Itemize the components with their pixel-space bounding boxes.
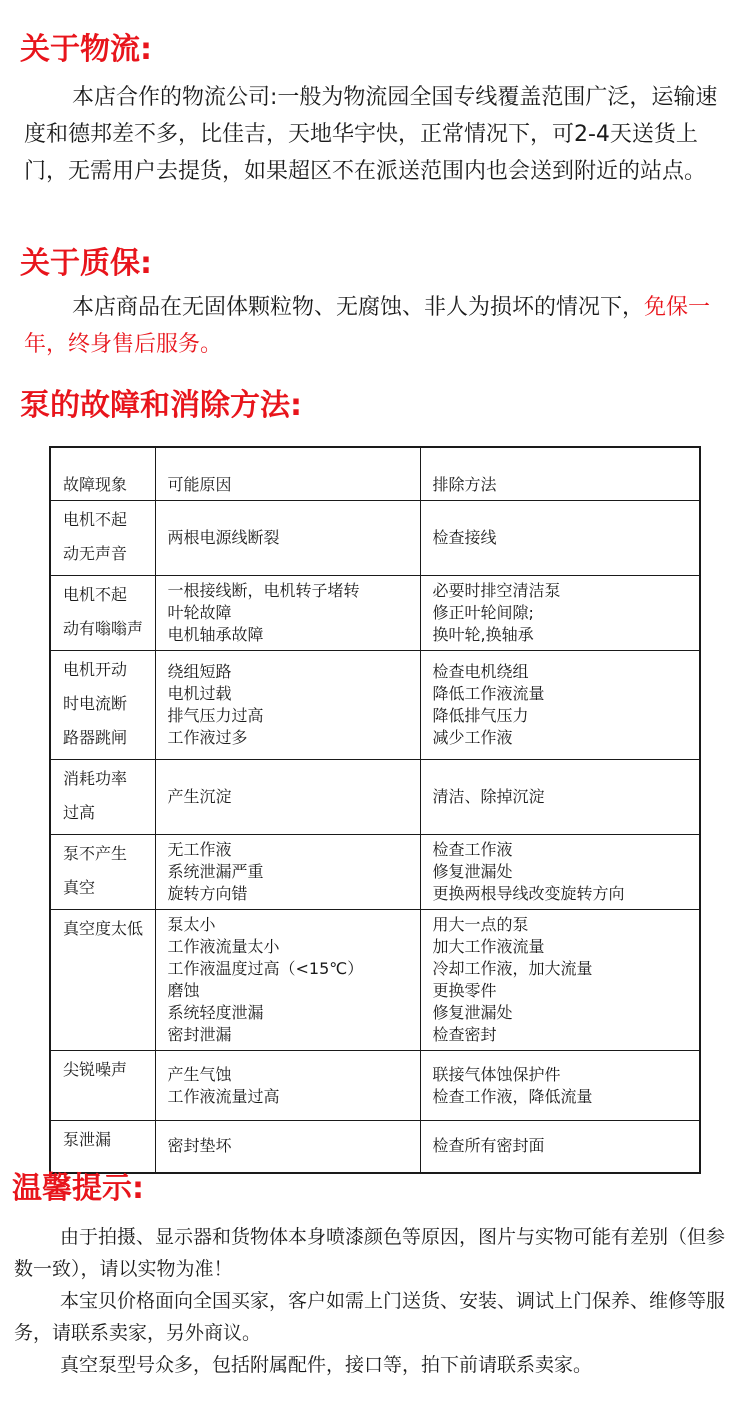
warranty-text: 本店商品在无固体颗粒物、无腐蚀、非人为损坏的情况下， bbox=[72, 295, 645, 320]
symptom-cell bbox=[50, 1121, 155, 1173]
remedy-line: 检查所有密封面 bbox=[432, 1136, 545, 1156]
remedy-cell bbox=[420, 651, 700, 760]
remedy-cell bbox=[420, 760, 700, 835]
cause-cell bbox=[155, 1051, 420, 1121]
symptom-line: 真空度太低 bbox=[63, 919, 144, 938]
cause-line: 电机轴承故障 bbox=[167, 625, 264, 644]
remedy-line: 检查工作液，降低流量 bbox=[432, 1086, 593, 1106]
cause-line: 密封泄漏 bbox=[167, 1025, 232, 1044]
remedy-line: 冷却工作液，加大流量 bbox=[432, 959, 593, 978]
symptom-line: 时电流断 bbox=[63, 694, 128, 713]
symptom-cell bbox=[50, 651, 155, 760]
cause-line: 绕组短路 bbox=[167, 662, 232, 681]
symptom-line: 尖锐噪声 bbox=[63, 1060, 128, 1079]
cause-cell bbox=[155, 576, 420, 651]
symptom-cell bbox=[50, 501, 155, 576]
remedy-line: 更换零件 bbox=[432, 981, 497, 1000]
remedy-line: 减少工作液 bbox=[432, 728, 513, 747]
cause-line: 系统泄漏严重 bbox=[167, 862, 264, 881]
remedy-line: 检查接线 bbox=[432, 528, 497, 547]
cause-cell bbox=[155, 501, 420, 576]
cause-line: 一根接线断，电机转子堵转 bbox=[167, 581, 360, 600]
cause-line: 旋转方向错 bbox=[167, 884, 248, 903]
symptom-line: 电机开动 bbox=[63, 660, 128, 679]
cause-line: 两根电源线断裂 bbox=[167, 528, 280, 547]
remedy-cell bbox=[420, 835, 700, 910]
symptom-line: 动有嗡嗡声 bbox=[63, 619, 144, 638]
tips-heading: 温馨提示: bbox=[12, 1171, 144, 1206]
symptom-line: 过高 bbox=[63, 803, 96, 822]
symptom-line: 电机不起 bbox=[63, 585, 128, 604]
remedy-line: 修正叶轮间隙; bbox=[432, 603, 534, 622]
tips-text: 由于拍摄、显示器和货物体本身喷漆颜色等原因，图片与实物可能有差别（但参数一致），请以实物为准！ bbox=[14, 1226, 726, 1280]
cause-line: 工作液流量太小 bbox=[167, 937, 280, 956]
table-row bbox=[50, 651, 700, 760]
cause-line: 工作液过多 bbox=[167, 728, 248, 747]
remedy-cell bbox=[420, 1121, 700, 1173]
table-row bbox=[50, 910, 700, 1051]
symptom-cell bbox=[50, 760, 155, 835]
remedy-line: 用大一点的泵 bbox=[432, 915, 529, 934]
table-row bbox=[50, 1051, 700, 1121]
tips-text: 真空泵型号众多，包括附属配件，接口等，拍下前请联系卖家。 bbox=[60, 1354, 593, 1376]
table-row bbox=[50, 501, 700, 576]
remedy-cell bbox=[420, 576, 700, 651]
tips-paragraph bbox=[14, 1349, 730, 1381]
fault-table bbox=[49, 446, 701, 1174]
remedy-line: 联接气体蚀保护件 bbox=[432, 1064, 561, 1084]
remedy-cell bbox=[420, 1051, 700, 1121]
logistics-heading: 关于物流: bbox=[20, 32, 152, 67]
cause-line: 排气压力过高 bbox=[167, 706, 264, 725]
remedy-cell bbox=[420, 910, 700, 1051]
cause-line: 密封垫坏 bbox=[167, 1136, 232, 1156]
tips-paragraph bbox=[14, 1221, 730, 1285]
tips-text: 本宝贝价格面向全国买家，客户如需上门送货、安装、调试上门保养、维修等服务，请联系卖家，另外商议。 bbox=[14, 1290, 726, 1344]
remedy-line: 换叶轮,换轴承 bbox=[432, 625, 534, 644]
remedy-line: 修复泄漏处 bbox=[432, 862, 513, 881]
cause-line: 泵太小 bbox=[167, 915, 216, 934]
cause-line: 产生气蚀 bbox=[167, 1064, 232, 1084]
cause-cell bbox=[155, 1121, 420, 1173]
cause-line: 电机过载 bbox=[167, 684, 232, 703]
symptom-cell bbox=[50, 910, 155, 1051]
pump-faults-heading: 泵的故障和消除方法: bbox=[20, 388, 302, 423]
remedy-line: 检查工作液 bbox=[432, 840, 513, 859]
remedy-line: 加大工作液流量 bbox=[432, 937, 545, 956]
cause-cell bbox=[155, 760, 420, 835]
cause-line: 产生沉淀 bbox=[167, 787, 232, 806]
symptom-line: 路器跳闸 bbox=[63, 728, 128, 747]
cause-cell bbox=[155, 835, 420, 910]
tips-body bbox=[14, 1221, 730, 1381]
remedy-line: 修复泄漏处 bbox=[432, 1003, 513, 1022]
cause-line: 叶轮故障 bbox=[167, 603, 232, 622]
remedy-line: 更换两根导线改变旋转方向 bbox=[432, 884, 625, 903]
symptom-line: 电机不起 bbox=[63, 510, 128, 529]
table-row bbox=[50, 760, 700, 835]
warranty-paragraph bbox=[24, 289, 730, 363]
header-remedy: 排除方法 bbox=[420, 447, 700, 501]
remedy-line: 检查密封 bbox=[432, 1025, 497, 1044]
cause-cell bbox=[155, 910, 420, 1051]
symptom-cell bbox=[50, 835, 155, 910]
cause-line: 磨蚀 bbox=[167, 981, 200, 1000]
cause-line: 工作液流量过高 bbox=[167, 1086, 280, 1106]
symptom-line: 泵泄漏 bbox=[63, 1130, 112, 1149]
remedy-line: 降低工作液流量 bbox=[432, 684, 545, 703]
remedy-line: 必要时排空清洁泵 bbox=[432, 581, 561, 600]
table-header-row bbox=[50, 447, 700, 501]
warranty-heading: 关于质保: bbox=[20, 246, 152, 281]
remedy-cell bbox=[420, 501, 700, 576]
symptom-cell bbox=[50, 576, 155, 651]
symptom-line: 泵不产生 bbox=[63, 844, 128, 863]
table-row bbox=[50, 835, 700, 910]
symptom-cell bbox=[50, 1051, 155, 1121]
remedy-line: 降低排气压力 bbox=[432, 706, 529, 725]
warranty-highlight: 免保一年，终身售后服务。 bbox=[24, 295, 711, 357]
symptom-line: 动无声音 bbox=[63, 544, 128, 563]
cause-line: 无工作液 bbox=[167, 840, 232, 859]
symptom-line: 真空 bbox=[63, 878, 96, 897]
header-cause: 可能原因 bbox=[155, 447, 420, 501]
header-symptom: 故障现象 bbox=[50, 447, 155, 501]
remedy-line: 清洁、除掉沉淀 bbox=[432, 787, 545, 806]
cause-line: 系统轻度泄漏 bbox=[167, 1003, 264, 1022]
tips-paragraph bbox=[14, 1285, 730, 1349]
logistics-paragraph bbox=[24, 79, 730, 190]
symptom-line: 消耗功率 bbox=[63, 769, 128, 788]
table-row bbox=[50, 1121, 700, 1173]
remedy-line: 检查电机绕组 bbox=[432, 662, 529, 681]
cause-cell bbox=[155, 651, 420, 760]
table-row bbox=[50, 576, 700, 651]
cause-line: 工作液温度过高（<15℃） bbox=[167, 959, 364, 978]
logistics-text: 本店合作的物流公司:一般为物流园全国专线覆盖范围广泛，运输速度和德邦差不多，比佳吉，天地华宇快，正常情况下，可2-4天送货上门，无需用户去提货，如果超区不在派送范围内也会送到附近的站点。 bbox=[24, 85, 718, 184]
